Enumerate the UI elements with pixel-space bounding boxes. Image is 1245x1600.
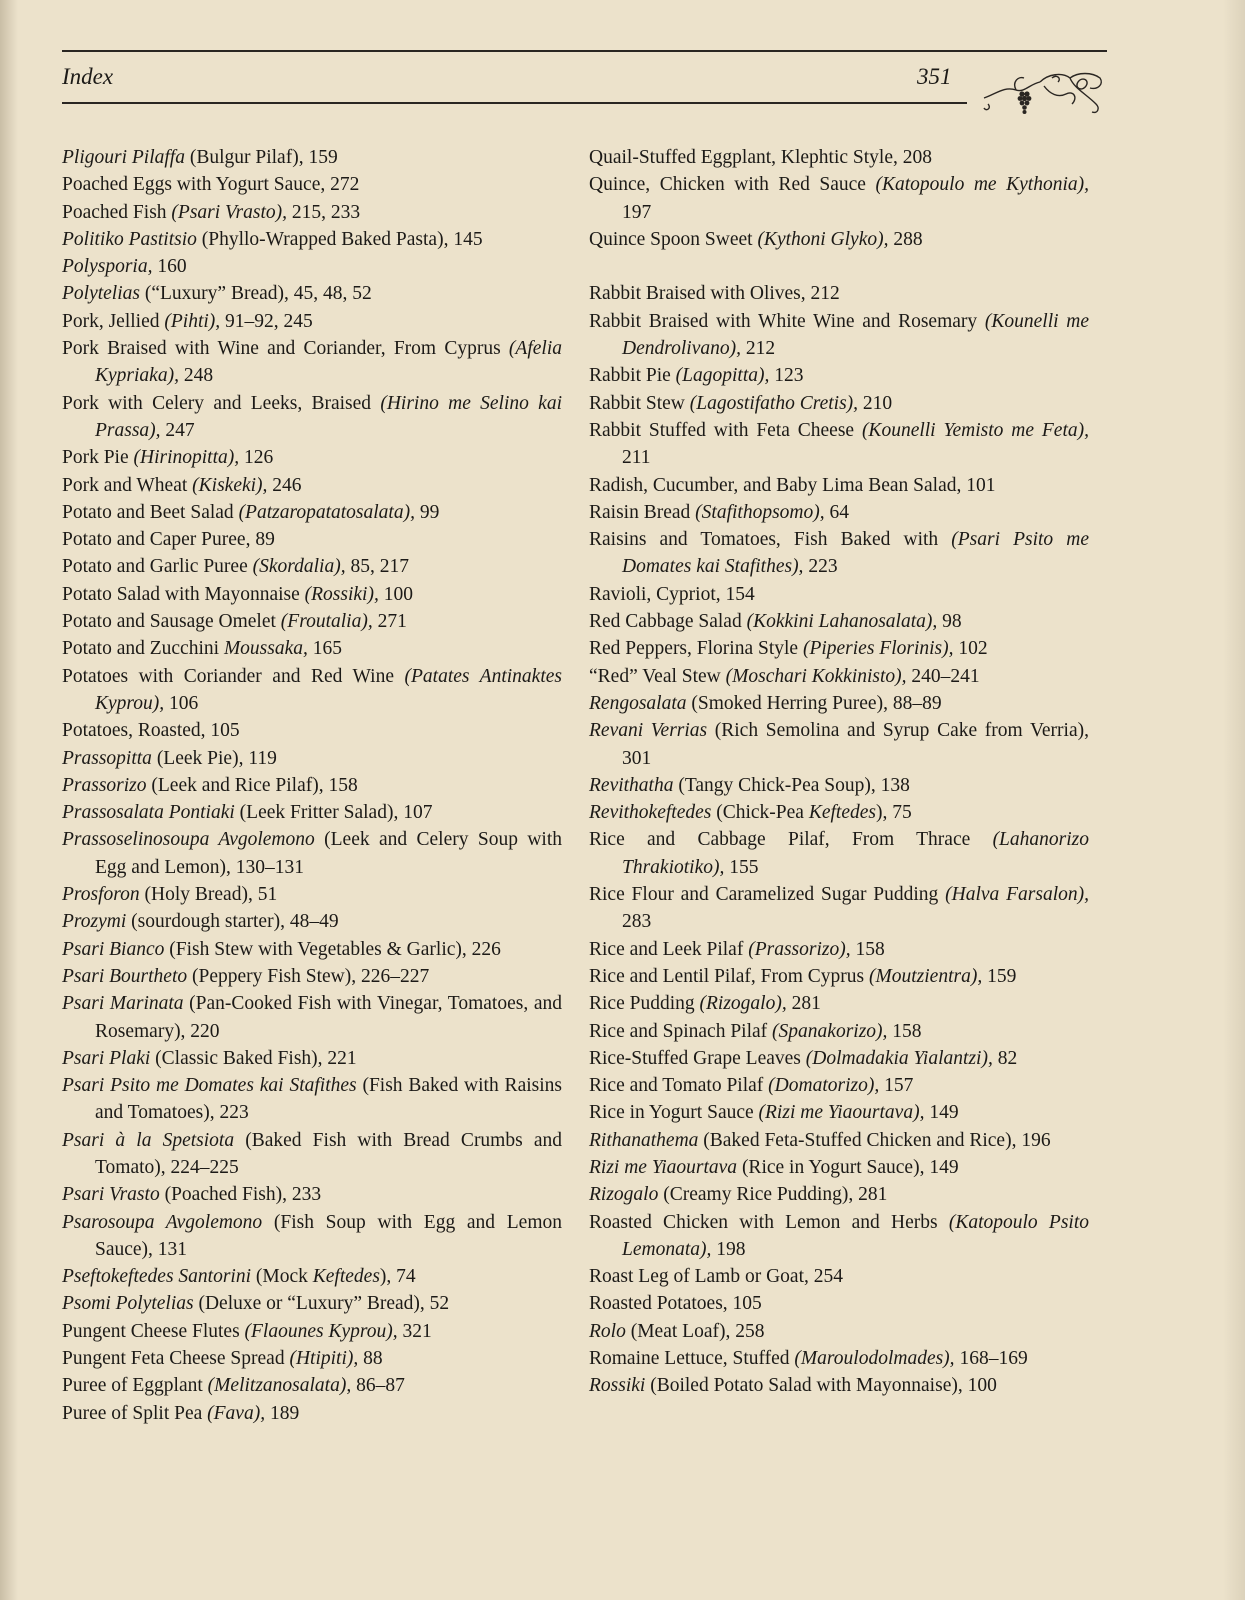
entry-text-segment: Quail-Stuffed Eggplant, Klephtic Style, 208 [589,147,933,168]
index-entry [589,1154,1089,1181]
index-entry [589,1290,1089,1317]
entry-text-segment: 240–241 [906,665,980,687]
index-entry [589,936,1089,963]
index-entry [62,881,562,908]
index-entry [589,362,1089,389]
entry-text-segment: 281 [786,993,821,1015]
entry-text-segment: Poached Fish [62,201,172,223]
entry-italic-segment: Rolo [589,1320,626,1342]
entry-italic-segment: (Kounelli Yemisto me Feta), [861,419,1089,441]
entry-text-segment: Roasted Potatoes, 105 [589,1293,762,1315]
entry-text-segment: Romaine Lettuce, Stuffed [589,1348,795,1370]
entry-italic-segment: (Lagostifatho Cretis), [689,392,859,414]
entry-text-segment: Red Peppers, Florina Style [589,638,803,660]
index-entry [62,1181,562,1208]
entry-text-segment: (sourdough starter), 48–49 [126,911,339,933]
page-gutter-shadow [0,0,18,1600]
entry-text-segment: Roasted Chicken with Lemon and Herbs [589,1211,949,1233]
index-entry [589,280,1089,307]
entry-text-segment: 160 [152,256,187,278]
entry-italic-segment: Polytelias [62,283,140,305]
entry-text-segment: Rabbit Braised with White Wine and Rosemary [589,310,985,332]
entry-text-segment: ), 75 [876,802,912,824]
grapevine-ornament-icon [982,64,1107,120]
entry-text-segment: 123 [769,365,804,387]
index-entry [62,499,562,526]
index-entry [62,308,562,335]
entry-italic-segment: (Kythoni Glyko), [757,228,889,250]
entry-italic-segment: (Dolmadakia Yialantzi), [805,1047,993,1069]
entry-text-segment: 197 [622,201,652,223]
entry-text-segment: 126 [239,447,274,469]
entry-text-segment: 88 [358,1348,383,1370]
entry-text-segment: Potato and Caper Puree, 89 [62,529,275,551]
entry-text-segment: 106 [164,692,199,714]
index-entry [62,745,562,772]
entry-text-segment: 321 [397,1320,432,1342]
entry-text-segment: (Bulgur Pilaf), 159 [184,147,338,168]
index-entry [62,335,562,390]
entry-italic-segment: Keftedes [808,802,876,824]
entry-italic-segment: Psari Plaki [62,1047,151,1069]
entry-text-segment: 91–92, 245 [220,310,313,332]
entry-italic-segment: Psari Marinata [62,993,184,1015]
index-entry [589,1209,1089,1264]
entry-italic-segment: (Flaounes Kyprou), [244,1320,398,1342]
entry-italic-segment: Pligouri Pilaffa [62,147,185,168]
index-entry [589,1372,1089,1399]
entry-italic-segment: Psari à la Spetsiota [62,1129,235,1151]
entry-text-segment: 248 [178,365,214,387]
index-entry [62,581,562,608]
entry-text-segment: Quince Spoon Sweet [589,228,758,250]
entry-text-segment: (Rich Semolina and Syrup Cake from Verria), 301 [622,720,1089,769]
index-entry [62,908,562,935]
entry-text-segment: 100 [378,583,413,605]
entry-italic-segment: (Moschari Kokkinisto), [725,665,907,687]
entry-text-segment: Rabbit Pie [589,365,676,387]
index-entry [62,390,562,445]
entry-italic-segment: Rithanathema [589,1129,699,1151]
entry-italic-segment: Psari Vrasto [62,1184,160,1206]
entry-text-segment: Potatoes with Coriander and Red Wine [62,665,405,687]
entry-text-segment: Poached Eggs with Yogurt Sauce, 272 [62,174,360,196]
index-entry [589,717,1089,772]
entry-text-segment: 168–169 [954,1348,1028,1370]
index-entry [589,635,1089,662]
entry-italic-segment: (Patates Antinaktes Kyprou), [95,665,562,714]
entry-italic-segment: Revani Verrias [589,720,708,742]
entry-text-segment: (Fish Soup with Egg and Lemon Sauce), 131 [95,1211,562,1260]
index-entry [589,308,1089,363]
index-entry [62,1372,562,1399]
entry-italic-segment: (Kounelli me Dendrolivano), [622,310,1089,360]
index-entry [589,1099,1089,1126]
entry-text-segment: 189 [265,1402,300,1424]
entry-italic-segment: (Hirinopitta), [133,447,240,469]
entry-italic-segment: Pseftokeftedes Santorini [62,1266,252,1288]
entry-italic-segment: (Hirino me Selino kai Prassa), [95,392,562,441]
index-entry [62,717,562,744]
entry-italic-segment: (Afelia Kypriaka), [95,338,562,387]
entry-text-segment: (Leek and Rice Pilaf), 158 [146,774,358,796]
index-entry [589,963,1089,990]
entry-italic-segment: Rizi me Yiaourtava [589,1156,738,1178]
entry-text-segment: (Holy Bread), 51 [139,884,278,906]
entry-text-segment: Pork with Celery and Leeks, Braised [62,392,381,414]
entry-italic-segment: Psari Bourtheto [62,965,188,987]
index-entry [589,1263,1089,1290]
entry-text-segment: Potato and Zucchini [62,638,224,660]
entry-italic-segment: Politiko Pastitsio [62,228,197,250]
entry-text-segment: (Baked Feta-Stuffed Chicken and Rice), 196 [698,1129,1051,1151]
index-entry [62,1290,562,1317]
entry-italic-segment: (Spanakorizo), [772,1020,888,1042]
index-entry [62,936,562,963]
index-entry [589,499,1089,526]
entry-text-segment: ), 74 [379,1266,416,1288]
entry-italic-segment: (Htipiti), [289,1348,359,1370]
entry-text-segment: Quince, Chicken with Red Sauce [589,174,876,196]
entry-text-segment: Rabbit Stuffed with Feta Cheese [589,419,862,441]
entry-italic-segment: (Maroulodolmades), [794,1348,955,1370]
entry-text-segment: Pork Pie [62,447,134,469]
entry-italic-segment: (Melitzanosalata), [207,1375,352,1397]
entry-text-segment: (Deluxe or “Luxury” Bread), 52 [193,1293,450,1315]
index-entry [589,581,1089,608]
index-entry [589,1127,1089,1154]
index-column-right [589,144,1089,1400]
entry-italic-segment: (Prassorizo), [748,938,851,960]
entry-text-segment: (Tangy Chick-Pea Soup), 138 [673,774,910,796]
index-entry [62,663,562,718]
entry-text-segment: Rice and Lentil Pilaf, From Cyprus [589,965,870,987]
index-entry [62,1263,562,1290]
entry-italic-segment: Keftedes [312,1266,380,1288]
entry-text-segment: Radish, Cucumber, and Baby Lima Bean Salad, 101 [589,474,996,496]
entry-italic-segment: (Domatorizo), [768,1075,880,1097]
entry-italic-segment: Prosforon [62,884,140,906]
entry-text-segment: Pork Braised with Wine and Coriander, From Cyprus [62,338,509,360]
entry-text-segment: 98 [937,611,962,633]
index-entry [589,1045,1089,1072]
entry-italic-segment: Prassoselinosoupa Avgolemono [62,829,315,851]
entry-text-segment: Rice and Cabbage Pilaf, From Thrace [589,829,993,851]
index-entry [62,1045,562,1072]
entry-text-segment: Potato and Beet Salad [62,501,239,523]
entry-text-segment: 212 [740,338,776,360]
entry-italic-segment: Rizogalo [589,1184,659,1206]
entry-italic-segment: Revithokeftedes [589,802,712,824]
section-gap [589,253,1089,280]
index-entry [62,608,562,635]
index-entry [62,144,562,171]
entry-text-segment: (Boiled Potato Salad with Mayonnaise), 100 [645,1375,997,1397]
entry-italic-segment: Polysporia, [62,256,153,278]
index-entry [589,826,1089,881]
entry-text-segment: 223 [803,556,838,578]
entry-text-segment: Rice in Yogurt Sauce [589,1102,759,1124]
entry-text-segment: 82 [992,1047,1018,1069]
entry-italic-segment: (Katopoulo me Kythonia), [875,174,1089,196]
entry-text-segment: 165 [307,638,343,660]
index-entry [62,280,562,307]
entry-text-segment: (Classic Baked Fish), 221 [150,1047,357,1069]
entry-text-segment: (Leek Fritter Salad), 107 [234,802,433,824]
entry-italic-segment: (Patzaropatatosalata), [238,501,415,523]
entry-text-segment: 247 [160,419,195,441]
entry-text-segment: Raisin Bread [589,501,696,523]
entry-text-segment: Rice and Spinach Pilaf [589,1020,773,1042]
entry-text-segment: Pork, Jellied [62,310,165,332]
entry-italic-segment: (Halva Farsalon), [945,884,1089,906]
index-entry [589,1181,1089,1208]
index-entry [589,608,1089,635]
index-entry [589,663,1089,690]
entry-text-segment: (“Luxury” Bread), 45, 48, 52 [139,283,372,305]
index-entry [62,1318,562,1345]
entry-text-segment: Potato and Sausage Omelet [62,611,281,633]
entry-italic-segment: (Piperies Florinis), [802,638,954,660]
entry-italic-segment: (Kokkini Lahanosalata), [746,611,938,633]
index-entry [589,144,1089,171]
entry-text-segment: 210 [858,392,893,414]
entry-text-segment: 157 [879,1075,914,1097]
entry-italic-segment: Prassopitta [62,747,152,769]
entry-italic-segment: (Kiskeki), [192,474,268,496]
index-entry [589,990,1089,1017]
entry-italic-segment: Psari Psito me Domates kai Stafithes [62,1075,357,1097]
index-entry [62,635,562,662]
entry-text-segment: 102 [953,638,988,660]
entry-italic-segment: Prozymi [62,911,127,933]
entry-text-segment: Rice Flour and Caramelized Sugar Pudding [589,884,946,906]
index-entry [589,226,1089,253]
index-entry [62,472,562,499]
entry-text-segment: (Leek and Celery Soup with Egg and Lemon), 130–131 [95,829,562,878]
index-entry [62,826,562,881]
entry-italic-segment: (Froutalia), [280,611,373,633]
entry-italic-segment: (Psari Vrasto), [171,201,287,223]
entry-italic-segment: (Pihti), [164,310,221,332]
index-entry [62,444,562,471]
entry-text-segment: 155 [724,856,759,878]
index-entry [62,990,562,1045]
entry-italic-segment: Psari Bianco [62,938,165,960]
entry-italic-segment: Rossiki [589,1375,646,1397]
entry-text-segment: Roast Leg of Lamb or Goat, 254 [589,1266,843,1288]
entry-text-segment: (Meat Loaf), 258 [625,1320,765,1342]
entry-text-segment: Rice and Leek Pilaf [589,938,749,960]
entry-italic-segment: Prassosalata Pontiaki [62,802,235,824]
index-entry [62,171,562,198]
entry-italic-segment: (Lahanorizo Thrakiotiko), [622,829,1089,878]
index-entry [62,1345,562,1372]
header-top-rule [62,50,1107,52]
entry-italic-segment: Psarosoupa Avgolemono [62,1211,263,1233]
index-entry [62,963,562,990]
entry-text-segment: 283 [622,911,652,933]
entry-text-segment: (Chick-Pea [711,802,809,824]
entry-text-segment: 85, 217 [345,556,409,578]
entry-text-segment: Raisins and Tomatoes, Fish Baked with [589,529,952,551]
entry-text-segment: Potato and Garlic Puree [62,556,253,578]
entry-text-segment: 211 [622,447,651,469]
entry-italic-segment: Revithatha [589,774,674,796]
entry-text-segment: Rabbit Braised with Olives, 212 [589,283,840,305]
entry-italic-segment: Rengosalata [589,692,687,714]
entry-text-segment: (Leek Pie), 119 [151,747,277,769]
page-edge-shadow [1223,0,1245,1600]
entry-text-segment: (Poached Fish), 233 [159,1184,322,1206]
index-entry [62,226,562,253]
index-entry [62,772,562,799]
entry-italic-segment: Psomi Polytelias [62,1293,194,1315]
running-header [62,50,1107,106]
index-entry [589,472,1089,499]
index-entry [62,799,562,826]
index-entry [589,1018,1089,1045]
entry-text-segment: 149 [924,1102,959,1124]
entry-text-segment: (Fish Baked with Raisins and Tomatoes), 223 [95,1075,562,1124]
entry-text-segment: Pungent Feta Cheese Spread [62,1348,290,1370]
entry-text-segment: 64 [824,501,849,523]
entry-italic-segment: (Rizogalo), [699,993,787,1015]
entry-italic-segment: (Katopoulo Psito Lemonata), [622,1211,1089,1260]
entry-text-segment: 246 [267,474,302,496]
index-entry [589,390,1089,417]
entry-text-segment: Rice and Tomato Pilaf [589,1075,769,1097]
entry-text-segment: Pungent Cheese Flutes [62,1320,245,1342]
entry-text-segment: (Peppery Fish Stew), 226–227 [187,965,430,987]
entry-text-segment: 271 [372,611,407,633]
index-entry [589,1345,1089,1372]
index-entry [589,881,1089,936]
entry-text-segment: Potato Salad with Mayonnaise [62,583,305,605]
entry-text-segment: 159 [982,965,1017,987]
entry-text-segment: Pork and Wheat [62,474,193,496]
entry-text-segment: Rice-Stuffed Grape Leaves [589,1047,806,1069]
entry-text-segment: Potatoes, Roasted, 105 [62,720,240,742]
entry-text-segment: (Fish Stew with Vegetables & Garlic), 226 [164,938,501,960]
entry-italic-segment: (Skordalia), [252,556,346,578]
header-bottom-rule [62,102,967,104]
entry-text-segment: 86–87 [351,1375,405,1397]
index-entry [589,1072,1089,1099]
entry-text-segment: 215, 233 [286,201,361,223]
entry-italic-segment: (Moutzientra), [869,965,983,987]
entry-text-segment: (Creamy Rice Pudding), 281 [658,1184,888,1206]
entry-text-segment: (Phyllo-Wrapped Baked Pasta), 145 [196,228,483,250]
running-head-title: Index [62,64,114,89]
index-entry [62,1400,562,1427]
entry-italic-segment: Prassorizo [62,774,147,796]
entry-italic-segment: Moussaka, [223,638,308,660]
index-entry [589,772,1089,799]
entry-text-segment: Ravioli, Cypriot, 154 [589,583,755,605]
index-entry [62,1072,562,1127]
page-number: 351 [917,64,952,89]
entry-italic-segment: (Lagopitta), [675,365,770,387]
entry-text-segment: (Baked Fish with Bread Crumbs and Tomato), 224–225 [95,1129,562,1178]
index-entry [62,199,562,226]
entry-italic-segment: (Psari Psito me Domates kai Stafithes), [622,529,1089,578]
index-entry [589,799,1089,826]
index-entry [589,526,1089,581]
entry-italic-segment: (Fava), [207,1402,266,1424]
entry-text-segment: Red Cabbage Salad [589,611,747,633]
entry-text-segment: (Mock [251,1266,313,1288]
index-entry [589,417,1089,472]
index-entry [62,253,562,280]
entry-text-segment: Rabbit Stew [589,392,690,414]
entry-text-segment: “Red” Veal Stew [589,665,726,687]
index-entry [589,690,1089,717]
entry-text-segment: Rice Pudding [589,993,700,1015]
entry-text-segment: 198 [711,1238,746,1260]
entry-text-segment: (Pan-Cooked Fish with Vinegar, Tomatoes, and Rosemary), 220 [95,993,562,1042]
index-entry [589,171,1089,226]
entry-text-segment: 288 [888,228,923,250]
entry-text-segment: Puree of Eggplant [62,1375,208,1397]
index-entry [589,1318,1089,1345]
index-entry [62,1127,562,1182]
entry-text-segment: 158 [850,938,885,960]
entry-italic-segment: (Rizi me Yiaourtava), [758,1102,925,1124]
index-column-left [62,144,562,1427]
entry-text-segment: Puree of Split Pea [62,1402,208,1424]
entry-text-segment: (Rice in Yogurt Sauce), 149 [737,1156,959,1178]
index-entry [62,1209,562,1264]
index-entry [62,526,562,553]
entry-italic-segment: (Rossiki), [304,583,379,605]
entry-text-segment: 99 [414,501,440,523]
entry-italic-segment: (Stafithopsomo), [695,501,825,523]
index-entry [62,553,562,580]
entry-text-segment: (Smoked Herring Puree), 88–89 [686,692,942,714]
entry-text-segment: 158 [887,1020,922,1042]
